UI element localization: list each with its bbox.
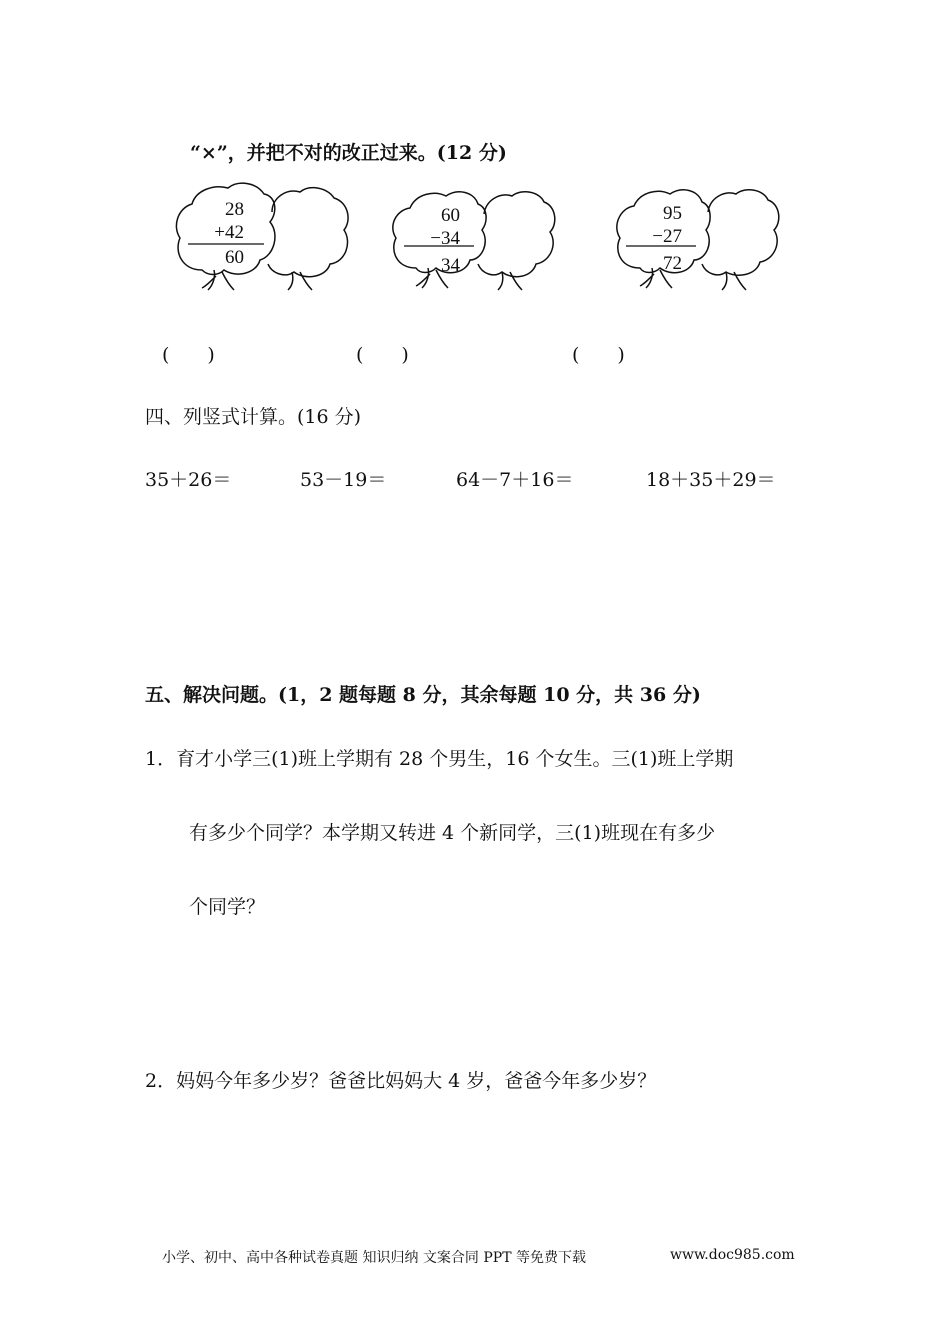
answer-blank-3[interactable]: ( )	[572, 344, 625, 366]
tree-problem-3	[612, 186, 782, 292]
question1-line3: 个同学？	[189, 896, 266, 918]
tree3-result: 72	[663, 253, 682, 274]
expression-2: 53－19＝	[300, 469, 387, 491]
tree3-operand: −27	[652, 226, 682, 247]
answer-blank-1[interactable]: ( )	[162, 344, 215, 366]
question1-line2: 有多少个同学？本学期又转进 4 个新同学，三(1)班现在有多少	[189, 822, 716, 844]
tree-cloud-icon	[172, 182, 352, 294]
section4-title: 四、列竖式计算。(16 分)	[145, 406, 362, 428]
expression-4: 18＋35＋29＝	[646, 469, 776, 491]
question2: 2．妈妈今年多少岁？爸爸比妈妈大 4 岁，爸爸今年多少岁？	[145, 1070, 657, 1092]
tree-cloud-icon	[388, 188, 558, 292]
question1-line1: 1．育才小学三(1)班上学期有 28 个男生，16 个女生。三(1)班上学期	[145, 748, 734, 770]
tree2-operand: −34	[430, 228, 460, 249]
tree2-result: 34	[441, 255, 460, 276]
section3-instruction: “×”，并把不对的改正过来。(12 分)	[190, 142, 507, 164]
tree-problem-2	[388, 188, 558, 292]
tree3-top-number: 95	[663, 203, 682, 224]
section5-title: 五、解决问题。(1，2 题每题 8 分，其余每题 10 分，共 36 分)	[145, 684, 701, 706]
footer-text: 小学、初中、高中各种试卷真题 知识归纳 文案合同 PPT 等免费下载	[162, 1250, 586, 1266]
tree-problem-1	[172, 182, 352, 294]
expression-3: 64－7＋16＝	[456, 469, 574, 491]
tree1-operand: +42	[214, 222, 244, 243]
tree1-result: 60	[225, 247, 244, 268]
tree1-top-number: 28	[225, 199, 244, 220]
expression-1: 35＋26＝	[145, 469, 232, 491]
answer-blank-2[interactable]: ( )	[356, 344, 409, 366]
tree2-top-number: 60	[441, 205, 460, 226]
footer-url[interactable]: www.doc985.com	[670, 1247, 795, 1263]
